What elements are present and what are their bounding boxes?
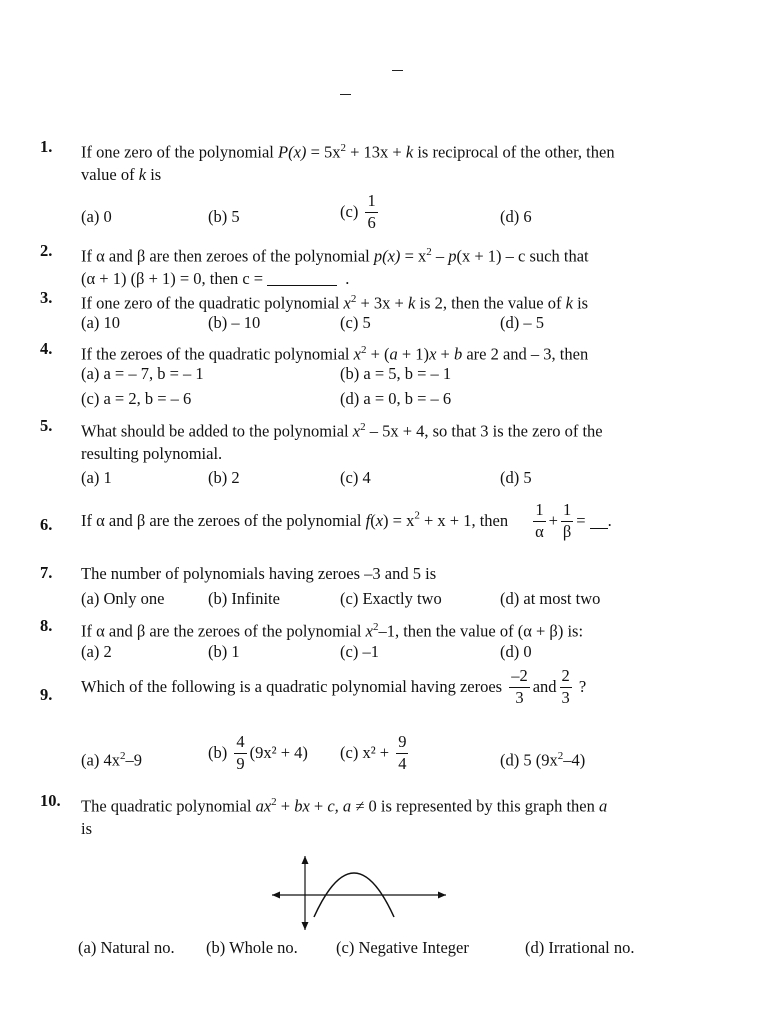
- answer-blank: [267, 271, 337, 286]
- option-d: (d) 5: [500, 468, 532, 487]
- question-text: If α and β are the zeroes of the polynomial $f(x) = x^2 + x + 1$, then $\frac{1}{\alpha}$ + $\frac{1}{\beta}$ = .: [81, 500, 612, 541]
- question-text: If one zero of the quadratic polynomial $x^2 + 3x + k$ is 2, then the value of k is: [81, 293, 589, 313]
- question-text: If α and β are then zeroes of the polynomial $p(x) = x^2 - p(x + 1) - c$ such that (α + 1) (β + 1) = 0, then c = .: [81, 246, 589, 288]
- option-a: (a) 2: [81, 642, 112, 661]
- fraction-alpha: $\frac{1}{\alpha}$: [535, 500, 544, 541]
- option-a: (a) a = – 7, b = – 1: [81, 364, 204, 383]
- option-c: (c) Negative Integer: [336, 938, 469, 957]
- option-a: (a) 0: [81, 207, 112, 226]
- question-number: 10.: [40, 791, 61, 810]
- option-c: (c) $\frac{1}{6}$: [340, 191, 376, 232]
- fraction-two-thirds: $\frac{2}{3}$: [561, 666, 570, 707]
- fraction-neg-two-thirds: $\frac{-2}{3}$: [511, 666, 528, 707]
- question-text: If α and β are the zeroes of the polynomial $x^2-1$, then the value of (α + β) is:: [81, 621, 584, 641]
- question-10: [40, 791, 708, 971]
- question-2: [40, 241, 708, 287]
- option-b: (b) – 10: [208, 313, 261, 332]
- y-axis-arrow-up: [302, 856, 309, 864]
- option-b: (b) 5: [208, 207, 240, 226]
- option-c: (c) –1: [340, 642, 379, 661]
- question-3: [40, 288, 708, 334]
- y-axis-arrow-down: [302, 922, 309, 930]
- question-4: [40, 339, 708, 411]
- option-a: (a) 1: [81, 468, 112, 487]
- question-5: [40, 416, 708, 488]
- option-a: (a) Natural no.: [78, 938, 175, 957]
- question-text: The quadratic polynomial $ax^2$ + bx + c, a ≠ 0 is represented by this graph then a is: [81, 796, 608, 838]
- option-c: (c) 4: [340, 468, 371, 487]
- fraction: $\frac{1}{6}$: [367, 191, 376, 232]
- question-6: [40, 502, 708, 552]
- question-text: Which of the following is a quadratic polynomial having zeroes $\frac{-2}{3}$ and $\frac{2}{3}$ ?: [81, 666, 587, 707]
- option-b: (b) 1: [208, 642, 240, 661]
- option-b: (b) Whole no.: [206, 938, 298, 957]
- option-b: (b) 2: [208, 468, 240, 487]
- option-c: (c) 5: [340, 313, 371, 332]
- question-number: 2.: [40, 241, 53, 260]
- header-dash-1: [392, 70, 403, 71]
- question-number: 9.: [40, 685, 53, 704]
- question-9: [40, 668, 708, 780]
- x-axis-arrow-left: [272, 892, 280, 899]
- question-8: [40, 616, 708, 662]
- question-number: 4.: [40, 339, 53, 358]
- question-text: What should be added to the polynomial $x^2 - 5x + 4$, so that 3 is the zero of the resulting polynomial.: [81, 421, 603, 463]
- question-text: The number of polynomials having zeroes –3 and 5 is: [81, 564, 437, 583]
- option-d: (d) – 5: [500, 313, 544, 332]
- option-d: (d) at most two: [500, 589, 601, 608]
- answer-blank: [590, 514, 608, 529]
- option-a: (a) 10: [81, 313, 120, 332]
- header-dash-2: [340, 94, 351, 95]
- question-number: 1.: [40, 137, 53, 156]
- option-d: (d) 6: [500, 207, 532, 226]
- question-number: 3.: [40, 288, 53, 307]
- question-number: 6.: [40, 515, 53, 534]
- question-1: [40, 137, 708, 237]
- option-a: (a) $4x^2-9$: [81, 750, 142, 770]
- option-d: (d) 0: [500, 642, 532, 661]
- question-text: If one zero of the polynomial $P(x) = 5x^2 + 13x + k$ is reciprocal of the other, then value of k is: [81, 142, 615, 184]
- x-axis-arrow-right: [438, 892, 446, 899]
- option-a: (a) Only one: [81, 589, 165, 608]
- option-c: (c) Exactly two: [340, 589, 442, 608]
- fraction: $\frac{9}{4}$: [398, 732, 407, 773]
- parabola-graph: [270, 853, 450, 933]
- option-b: (b) $\frac{4}{9}$ (9x² + 4): [208, 732, 308, 773]
- question-7: [40, 563, 708, 609]
- fraction: $\frac{4}{9}$: [236, 732, 245, 773]
- option-d: (d) Irrational no.: [525, 938, 635, 957]
- option-c: (c) a = 2, b = – 6: [81, 389, 192, 408]
- question-number: 5.: [40, 416, 53, 435]
- option-c: (c) x² + $\frac{9}{4}$: [340, 732, 407, 773]
- question-text: If the zeroes of the quadratic polynomial $x^2 + (a + 1)x + b$ are 2 and – 3, then: [81, 344, 589, 364]
- option-b: (b) Infinite: [208, 589, 280, 608]
- option-d: (d) a = 0, b = – 6: [340, 389, 452, 408]
- option-b: (b) a = 5, b = – 1: [340, 364, 452, 383]
- question-number: 8.: [40, 616, 53, 635]
- option-d: (d) 5 $(9x^2-4)$: [500, 750, 586, 770]
- fraction-beta: $\frac{1}{\beta}$: [562, 500, 572, 541]
- question-number: 7.: [40, 563, 53, 582]
